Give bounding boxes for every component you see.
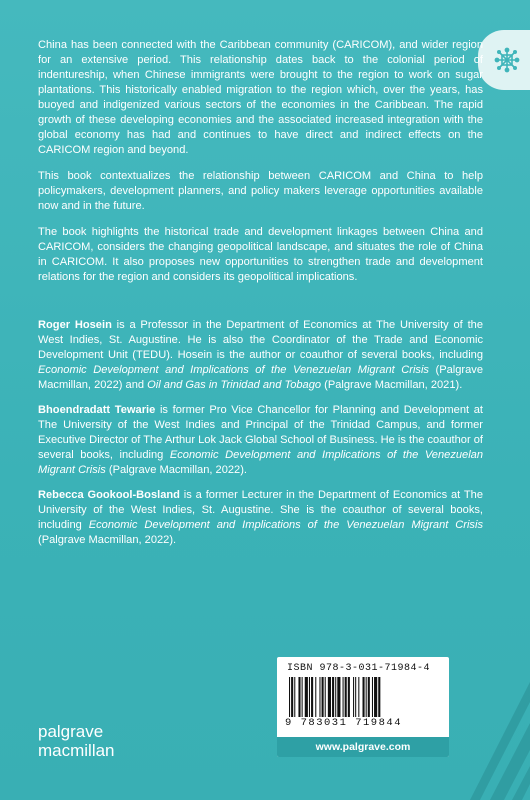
author-bios xyxy=(38,318,483,558)
description-paragraph-3: The book highlights the historical trade and development linkages between China and CARICOM, considers the changing geopolitical landscape, and situates the role of China in CARICOM. It also proposes new opportunities to strengthen trade and development relations for the region and considers its geopolitical implications. xyxy=(38,226,483,283)
decorative-stripes xyxy=(470,680,530,800)
barcode-bar xyxy=(294,677,295,717)
barcode-bar xyxy=(368,677,370,717)
barcode-bar xyxy=(291,677,293,717)
barcode-bar xyxy=(309,677,310,717)
barcode-bar xyxy=(374,677,377,717)
book-title: Oil and Gas in Trinidad and Tobago xyxy=(147,379,322,391)
barcode-bar xyxy=(311,677,313,717)
barcode-bar xyxy=(343,677,344,717)
barcode-bar xyxy=(348,677,350,717)
author-name: Rebecca Gookool-Bosland xyxy=(38,489,180,501)
barcode-bar xyxy=(315,677,316,717)
barcode-digits: 9 783031 719844 xyxy=(285,717,403,729)
barcode-bar xyxy=(355,677,356,717)
barcode-bar xyxy=(345,677,347,717)
barcode-bar xyxy=(319,677,320,717)
barcode-bar xyxy=(325,677,326,717)
publisher-url[interactable]: www.palgrave.com xyxy=(277,737,449,757)
book-title: Economic Development and Implications of the Venezuelan Migrant Crisis xyxy=(88,519,483,531)
author-bio-hosein: Roger Hosein is a Professor in the Department of Economics at The University of the West Indies, St. Augustine. He is also the Coordinator of the Trade and Economic Development Unit (TEDU). Hosein is the author or coauthor of several books, including Economic Development and Implications of the Venezuelan Migrant Crisis (Palgrave Macmillan, 2022) and Oil and Gas in Trinidad and Tobago (Palgrave Macmillan, 2021). xyxy=(38,319,483,391)
barcode-bar xyxy=(353,677,354,717)
author-name: Roger Hosein xyxy=(38,319,112,331)
barcode-bar xyxy=(302,677,303,717)
barcode-bar xyxy=(328,677,331,717)
author-name: Bhoendradatt Tewarie xyxy=(38,404,156,416)
description-paragraph-1: China has been connected with the Caribbean community (CARICOM), and wider region for an extensive period. This relationship dates back to the colonial period of indentureship, when Chinese immigrants were brought to the region to work on sugar plantations. This historically enabled migration to the region which, over the years, has buoyed and indigenized various sectors of the economies in the Caribbean. The rapid growth of these developing economies and the associated increased integration with the global economy has had and continues to have direct and indirect effects on the CARICOM region and beyond. xyxy=(38,39,483,156)
author-bio-gookool-bosland: Rebecca Gookool-Bosland is a former Lecturer in the Department of Economics at The University of the West Indies, St. Augustine. She is the coauthor of several books, including Economic Development and Implications of the Venezuelan Migrant Crisis (Palgrave Macmillan, 2022). xyxy=(38,489,484,546)
publisher-logo xyxy=(38,722,115,760)
network-nodes-icon xyxy=(492,45,522,75)
barcode-bar xyxy=(337,677,340,717)
barcode-panel xyxy=(277,657,449,757)
barcode-bar xyxy=(322,677,324,717)
book-title: Economic Development and Implications of the Venezuelan Migrant Crisis xyxy=(38,449,484,476)
publisher-line-1: palgrave xyxy=(38,722,104,741)
barcode-bar xyxy=(378,677,380,717)
barcode-bar xyxy=(305,677,308,717)
author-bio-tewarie: Bhoendradatt Tewarie is former Pro Vice Chancellor for Planning and Development at The University of the West Indies and Principal of the Trinidad Campus, and former Executive Director of The Arthur Lok Jack Global School of Business. He is the coauthor of several books, including Economic Development and Implications of the Venezuelan Migrant Crisis (Palgrave Macmillan, 2022). xyxy=(38,404,484,476)
book-description xyxy=(38,38,483,296)
series-logo-badge xyxy=(478,30,530,90)
isbn-label: ISBN 978-3-031-71984-4 xyxy=(287,663,431,674)
barcode-bars xyxy=(287,677,439,717)
barcode-bar xyxy=(289,677,290,717)
barcode-bar xyxy=(298,677,300,717)
barcode-bar xyxy=(335,677,336,717)
barcode-bar xyxy=(358,677,359,717)
barcode-bar xyxy=(363,677,365,717)
publisher-line-2: macmillan xyxy=(38,741,115,760)
barcode-bar xyxy=(366,677,367,717)
barcode-bar xyxy=(372,677,373,717)
book-title: Economic Development and Implications of the Venezuelan Migrant Crisis xyxy=(38,364,429,376)
barcode-bar xyxy=(332,677,334,717)
description-paragraph-2: This book contextualizes the relationship between CARICOM and China to help policymakers, development planners, and policy makers leverage opportunities available now and in the future. xyxy=(38,170,483,212)
